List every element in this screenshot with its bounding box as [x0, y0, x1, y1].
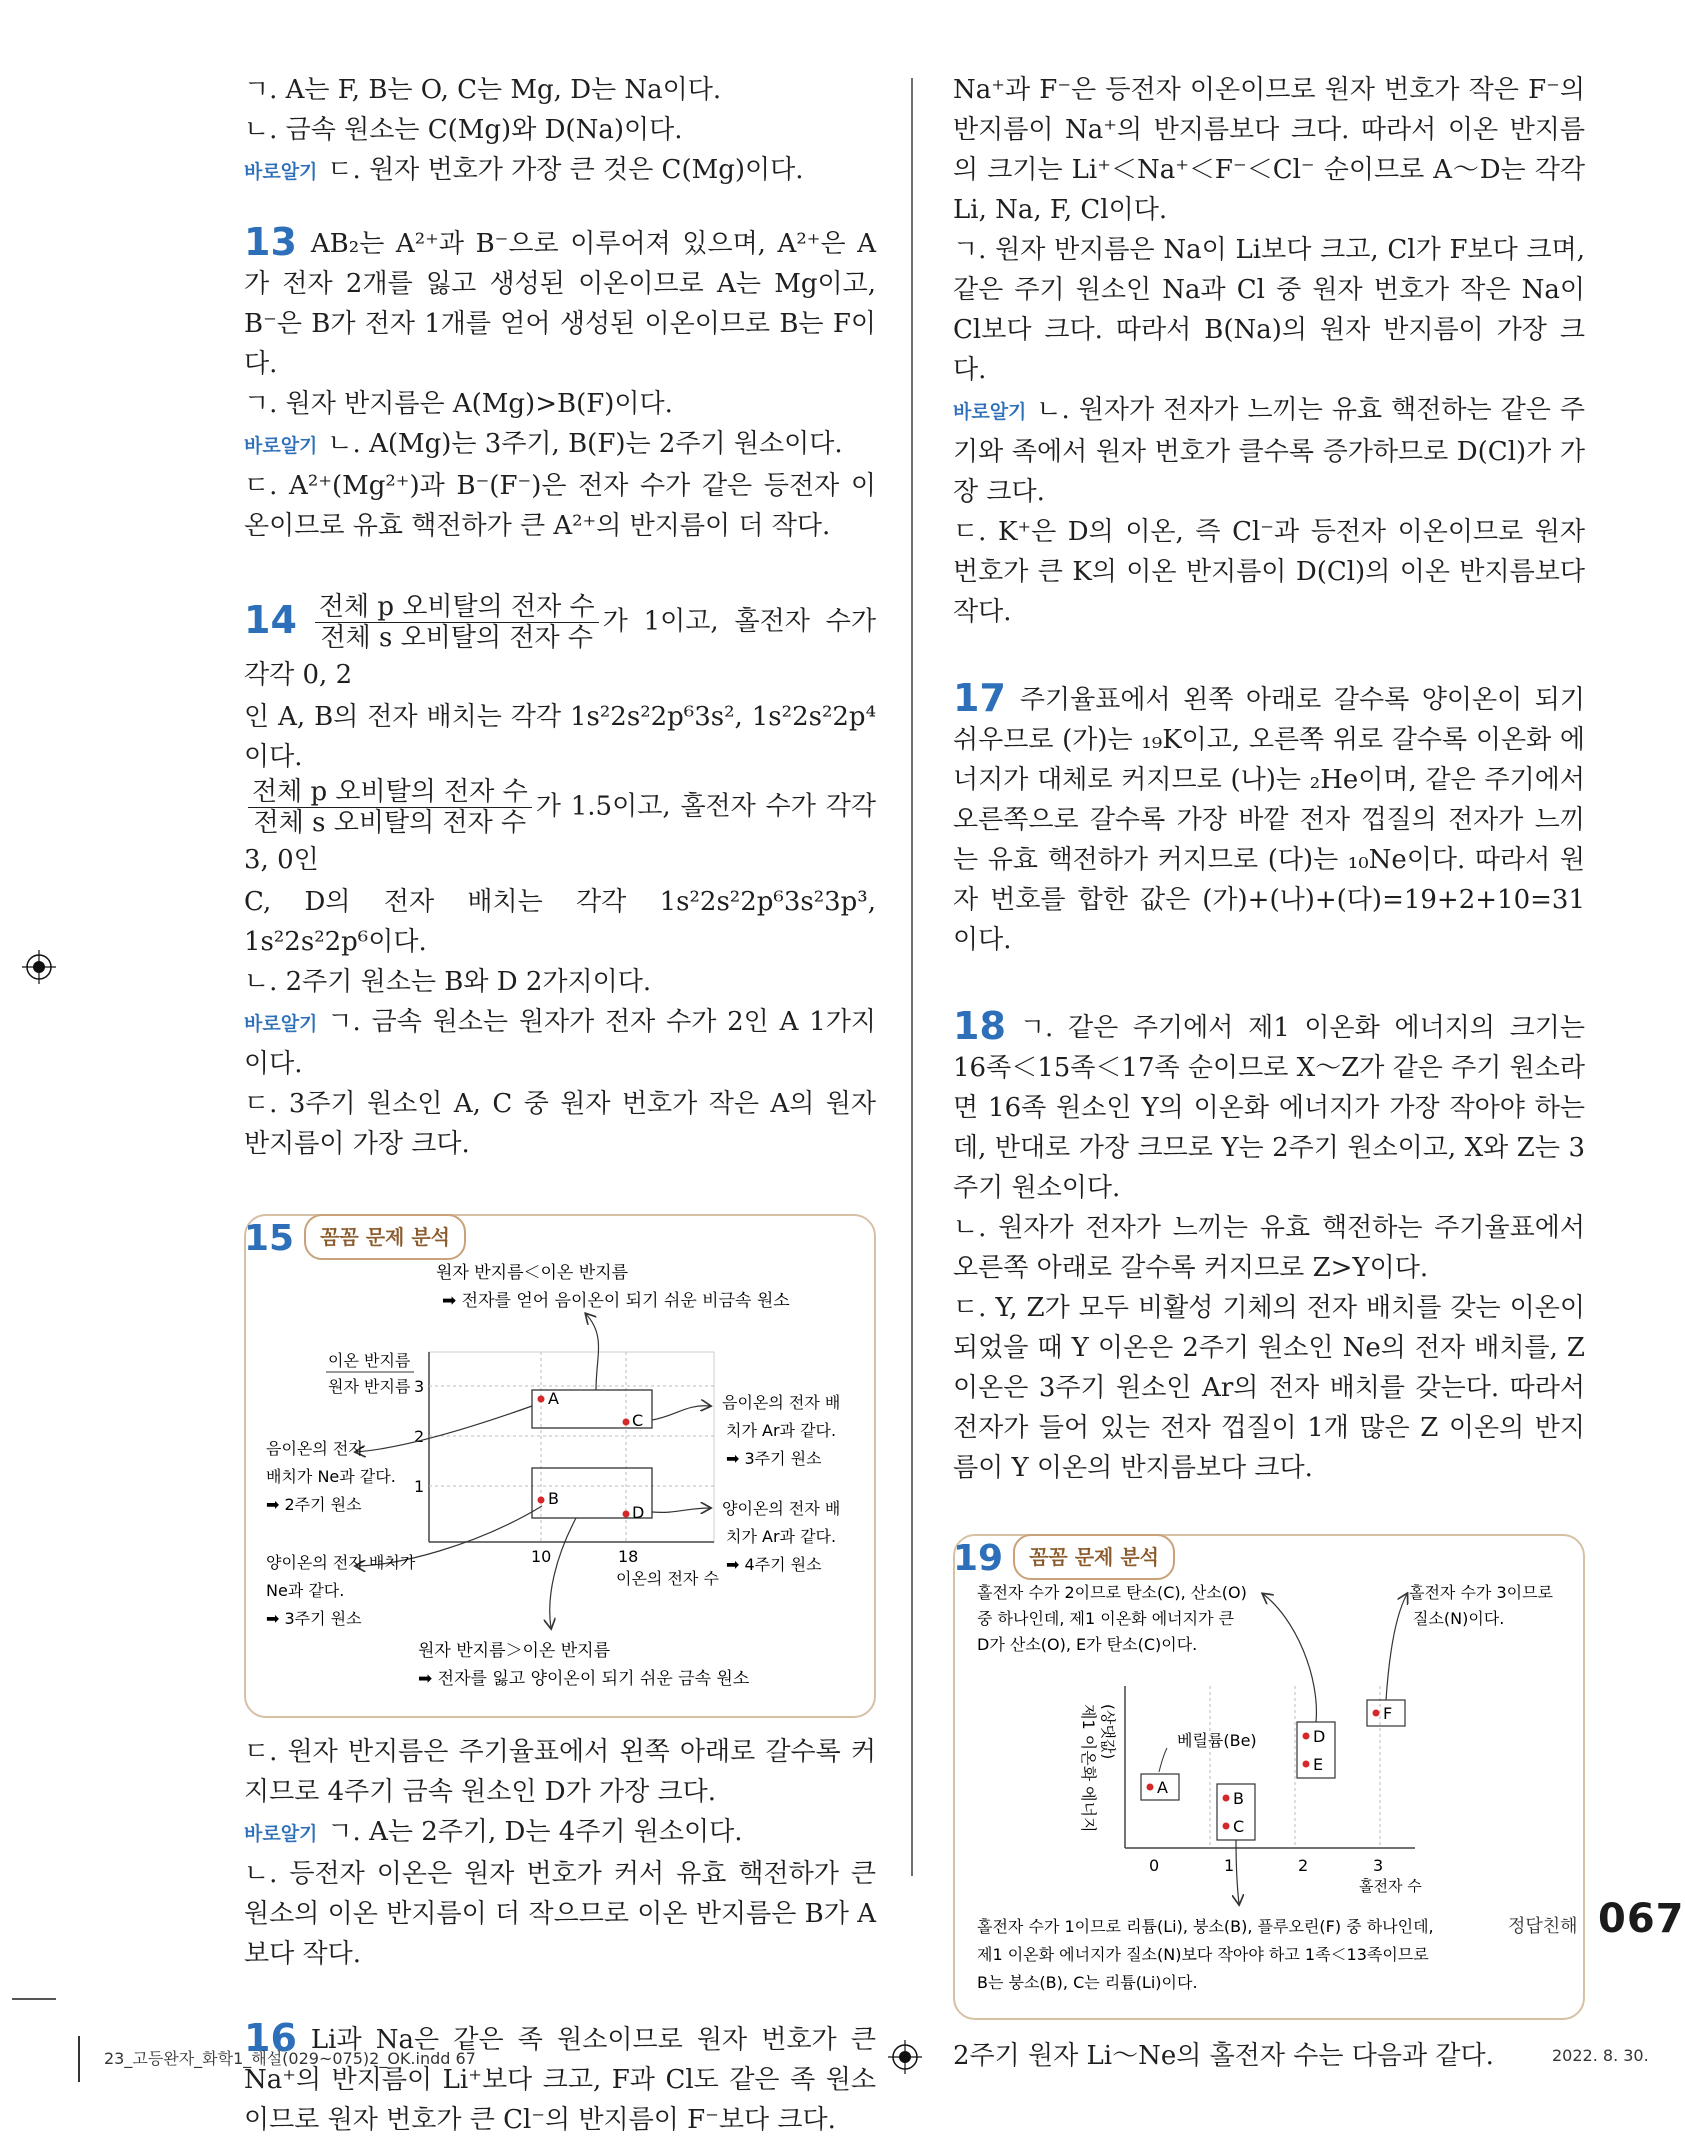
bottom-note-2: 제1 이온화 에너지가 질소(N)보다 작아야 하고 1족＜13족이므로 [977, 1945, 1429, 1964]
correction-tag: 바로알기 [953, 401, 1027, 423]
arrow [1386, 1594, 1407, 1700]
point-label: E [1313, 1755, 1324, 1774]
analysis-pill: 꼼꼼 문제 분석 [304, 1214, 466, 1260]
paragraph: C, D의 전자 배치는 각각 1s²2s²2p⁶3s²3p³, 1s²2s²2p⁶이다. [244, 887, 876, 957]
analysis-pill: 꼼꼼 문제 분석 [1013, 1534, 1175, 1580]
paragraph: ㄴ. 2주기 원소는 B와 D 2가지이다. [244, 967, 652, 997]
note-2b: 질소(N)이다. [1413, 1609, 1505, 1628]
point-label: F [1383, 1704, 1393, 1723]
right-note-2b: 치가 Ar과 같다. [726, 1527, 837, 1546]
point-label: A [548, 1389, 559, 1408]
paragraph: ㄴ. 등전자 이온은 원자 번호가 커서 유효 핵전하가 큰 원소의 이온 반지름이 더 작으므로 이온 반지름은 B가 A보다 작다. [244, 1859, 876, 1969]
paragraph: ㄷ. 3주기 원소인 A, C 중 원자 번호가 작은 A의 원자 반지름이 가장 크다. [244, 1089, 876, 1159]
correction-tag: 바로알기 [244, 1013, 318, 1035]
correction-tag: 바로알기 [244, 161, 318, 183]
paragraph: 바로알기 ㄱ. 금속 원소는 원자가 전자 수가 2인 A 1가지이다. [244, 1007, 876, 1079]
figure-19 [955, 1536, 1587, 2018]
analysis-box-19 [953, 1534, 1585, 2020]
left-note-1a: 음이온의 전자 [266, 1439, 364, 1458]
point-label: B [548, 1489, 559, 1508]
bottom-note-1: 원자 반지름＞이온 반지름 [418, 1641, 611, 1661]
crop-mark [12, 1998, 56, 2000]
question-18: 18 ㄱ. 같은 주기에서 제1 이온화 에너지의 크기는 16족＜15족＜17족 순이므로 X～Z가 같은 주기 원소라면 16족 원소인 Y의 이온화 에너지가 가장 작아야 하는데, 반대로 가장 크므로 Y는 2주기 원소이고, X와 Z는 3주기 원소이다. [953, 1004, 1585, 1203]
point-label: D [1313, 1727, 1326, 1746]
y-axis-unit: (상댓값) [1099, 1704, 1117, 1760]
right-column [953, 70, 1585, 2076]
registration-mark-icon [22, 950, 56, 984]
question-number: 13 [244, 220, 297, 264]
point-b [538, 1497, 545, 1504]
column-divider [911, 78, 913, 1876]
left-note-1b: 배치가 Ne과 같다. [266, 1467, 396, 1486]
bottom-note-3: B는 붕소(B), C는 리튬(Li)이다. [977, 1973, 1198, 1992]
paragraph: ㄷ. K⁺은 D의 이온, 즉 Cl⁻과 등전자 이온이므로 원자 번호가 큰 K의 이온 반지름이 D(Cl)의 이온 반지름보다 작다. [953, 517, 1585, 627]
question-number: 18 [953, 1004, 1006, 1048]
paragraph: ㄱ. 원자 반지름은 A(Mg)>B(F)이다. [244, 389, 673, 419]
paragraph: ㄱ. 원자 반지름은 Na이 Li보다 크고, Cl가 F보다 크며, 같은 주기 원소인 Na과 Cl 중 원자 번호가 작은 Na이 Cl보다 크다. 따라서 B(Na)의 원자 반지름이 가장 크다. [953, 235, 1585, 385]
point-e [1303, 1761, 1310, 1768]
paragraph: ㄷ. A²⁺(Mg²⁺)과 B⁻(F⁻)은 전자 수가 같은 등전자 이온이므로 유효 핵전하가 큰 A²⁺의 반지름이 더 작다. [244, 471, 876, 541]
x-tick: 0 [1149, 1856, 1160, 1875]
x-tick: 10 [531, 1547, 552, 1566]
point-c [623, 1419, 630, 1426]
be-label: 베릴륨(Be) [1177, 1731, 1257, 1750]
left-note-2c: ➡ 3주기 원소 [266, 1609, 362, 1628]
y-label-2: 원자 반지름 [328, 1377, 411, 1396]
x-axis-label: 이온의 전자 수 [616, 1569, 719, 1588]
y-tick: 1 [414, 1477, 425, 1496]
question-number: 16 [244, 2016, 297, 2060]
x-tick: 1 [1224, 1856, 1235, 1875]
point-d [623, 1511, 630, 1518]
correction-tag: 바로알기 [244, 1823, 318, 1845]
right-note-1a: 음이온의 전자 배 [722, 1393, 841, 1412]
be-pointer [1159, 1748, 1167, 1772]
note-2a: 홀전자 수가 3이므로 [1409, 1583, 1553, 1602]
x-tick: 18 [618, 1547, 639, 1566]
question-number: 19 [953, 1538, 1004, 1579]
bottom-note-2: ➡ 전자를 잃고 양이온이 되기 쉬운 금속 원소 [418, 1669, 750, 1689]
paragraph: $\frac{\text{전체 p 오비탈의 전자 수}}{\text{전체 s 오비탈의 전자 수}}$ 가 1.5이고, 홀전자 수가 각각 3, 0인 [244, 777, 876, 875]
left-note-2a: 양이온의 전자 배치가 [266, 1553, 416, 1572]
paragraph: ㄷ. Y, Z가 모두 비활성 기체의 전자 배치를 갖는 이온이 되었을 때 Y 이온은 2주기 원소인 Ne의 전자 배치를, Z 이온은 3주기 원소인 Ar의 전자 배치를 갖는다. 따라서 전자가 들어 있는 전자 껍질이 1개 많은 Z 이온의 반지름이 Y 이온의 반지름보다 크다. [953, 1293, 1585, 1483]
right-note-2a: 양이온의 전자 배 [722, 1499, 841, 1518]
right-note-2c: ➡ 4주기 원소 [726, 1555, 822, 1574]
registration-mark-icon [888, 2040, 922, 2074]
question-14: 14 $\frac{\text{전체 p 오비탈의 전자 수}}{\text{전체 s 오비탈의 전자 수}}$ 가 1이고, 홀전자 수가 각각 0, 2 [244, 592, 876, 690]
left-note-2b: Ne과 같다. [266, 1581, 345, 1600]
question-16: 16 Li과 Na은 같은 족 원소이므로 원자 번호가 큰 Na⁺의 반지름이 Li⁺보다 크고, F과 Cl도 같은 족 원소이므로 원자 번호가 큰 Cl⁻의 반지름이 F⁻보다 크다. [244, 2016, 876, 2135]
section-label: 정답친해 [1508, 1916, 1578, 1937]
paragraph: 바로알기 ㄷ. 원자 번호가 가장 큰 것은 C(Mg)이다. [244, 155, 804, 185]
x-tick: 3 [1373, 1856, 1384, 1875]
question-13: 13 AB₂는 A²⁺과 B⁻으로 이루어져 있으며, A²⁺은 A가 전자 2개를 잃고 생성된 이온이므로 A는 Mg이고, B⁻은 B가 전자 1개를 얻어 생성된 이온이므로 B는 F이다. [244, 220, 876, 379]
top-note-2: ➡ 전자를 얻어 음이온이 되기 쉬운 비금속 원소 [442, 1291, 790, 1311]
print-date: 2022. 8. 30. [1552, 2046, 1649, 2065]
point-label: B [1233, 1789, 1244, 1808]
point-f [1373, 1710, 1380, 1717]
paragraph: ㄷ. 원자 반지름은 주기율표에서 왼쪽 아래로 갈수록 커지므로 4주기 금속 원소인 D가 가장 크다. [244, 1737, 876, 1807]
question-number: 14 [244, 597, 297, 642]
x-axis-label: 홀전자 수 [1359, 1877, 1422, 1895]
paragraph: ㄱ. A는 F, B는 O, C는 Mg, D는 Na이다. [244, 75, 722, 105]
y-tick: 2 [414, 1427, 425, 1446]
right-note-1b: 치가 Ar과 같다. [726, 1421, 837, 1440]
y-tick: 3 [414, 1377, 425, 1396]
fraction: $\frac{\text{전체 p 오비탈의 전자 수}}{\text{전체 s 오비탈의 전자 수}}$ [315, 592, 599, 653]
arrow [1263, 1594, 1316, 1722]
figure-15 [246, 1216, 878, 1716]
bottom-note-1: 홀전자 수가 1이므로 리튬(Li), 붕소(B), 플루오린(F) 중 하나인데, [977, 1917, 1434, 1936]
point-label: D [632, 1503, 645, 1522]
analysis-box-15 [244, 1214, 876, 1718]
note-1c: D가 산소(O), E가 탄소(C)이다. [977, 1635, 1198, 1654]
point-label: C [1233, 1817, 1245, 1836]
x-tick: 2 [1298, 1856, 1309, 1875]
plot-area [429, 1352, 714, 1542]
page-number: 067 [1598, 1896, 1685, 1942]
point-c [1223, 1823, 1230, 1830]
arrow [1236, 1840, 1239, 1904]
file-name: 23_고등완자_화학1_해설(029~075)2_OK.indd 67 [104, 2049, 476, 2068]
point-a [1147, 1784, 1154, 1791]
crop-mark [78, 2036, 80, 2082]
right-note-1c: ➡ 3주기 원소 [726, 1449, 822, 1468]
paragraph: ㄴ. 금속 원소는 C(Mg)와 D(Na)이다. [244, 115, 683, 145]
point-label: C [632, 1411, 644, 1430]
question-17: 17 주기율표에서 왼쪽 아래로 갈수록 양이온이 되기 쉬우므로 (가)는 ₁₉K이고, 오른쪽 위로 갈수록 이온화 에너지가 대체로 커지므로 (나)는 ₂He이며, 같은 주기에서 오른쪽으로 갈수록 가장 바깥 전자 껍질의 전자가 느끼는 유효 핵전하가 커지므로 (다)는 ₁₀Ne이다. 따라서 원자 번호를 합한 값은 (가)+(나)+(다)=19+2+10=31이다. [953, 676, 1585, 955]
note-1b: 중 하나인데, 제1 이온화 에너지가 큰 [977, 1609, 1235, 1628]
left-column [244, 70, 876, 2140]
y-label-1: 이온 반지름 [328, 1351, 411, 1370]
correction-tag: 바로알기 [244, 435, 318, 457]
top-note-1: 원자 반지름＜이온 반지름 [436, 1263, 629, 1283]
y-axis-label: 제1 이온화 에너지 [1079, 1704, 1098, 1833]
point-label: A [1157, 1778, 1168, 1797]
paragraph: Na⁺과 F⁻은 등전자 이온이므로 원자 번호가 작은 F⁻의 반지름이 Na⁺의 반지름보다 크다. 따라서 이온 반지름의 크기는 Li⁺＜Na⁺＜F⁻＜Cl⁻ 순이므로 A～D는 각각 Li, Na, F, Cl이다. [953, 75, 1585, 225]
paragraph: 바로알기 ㄴ. A(Mg)는 3주기, B(F)는 2주기 원소이다. [244, 429, 843, 459]
paragraph: 바로알기 ㄴ. 원자가 전자가 느끼는 유효 핵전하는 같은 주기와 족에서 원자 번호가 클수록 증가하므로 D(Cl)가 가장 크다. [953, 395, 1585, 507]
paragraph: 바로알기 ㄱ. A는 2주기, D는 4주기 원소이다. [244, 1817, 743, 1847]
paragraph: ㄴ. 원자가 전자가 느끼는 유효 핵전하는 주기율표에서 오른쪽 아래로 갈수록 커지므로 Z>Y이다. [953, 1213, 1585, 1283]
question-number: 15 [244, 1218, 295, 1259]
point-a [538, 1396, 545, 1403]
point-d [1303, 1733, 1310, 1740]
fraction: $\frac{\text{전체 p 오비탈의 전자 수}}{\text{전체 s 오비탈의 전자 수}}$ [248, 777, 532, 838]
left-note-1c: ➡ 2주기 원소 [266, 1495, 362, 1514]
note-1a: 홀전자 수가 2이므로 탄소(C), 산소(O) [977, 1583, 1247, 1602]
paragraph: 인 A, B의 전자 배치는 각각 1s²2s²2p⁶3s², 1s²2s²2p⁴이다. [244, 702, 876, 772]
question-number: 17 [953, 676, 1006, 720]
paragraph: 2주기 원자 Li～Ne의 홀전자 수는 다음과 같다. [953, 2041, 1494, 2071]
point-b [1223, 1795, 1230, 1802]
